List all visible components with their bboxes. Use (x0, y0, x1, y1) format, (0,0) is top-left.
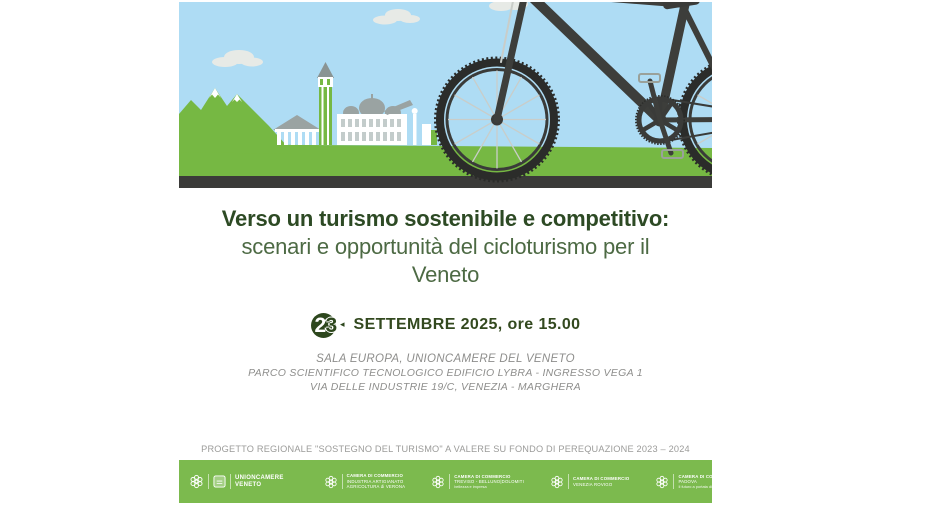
emblem-icon (213, 475, 226, 488)
badge-digit-3: 3 (325, 313, 338, 337)
badge-digit-2: 2 (314, 313, 327, 337)
divider (208, 474, 209, 489)
illustration-canvas (179, 2, 712, 188)
logo-cciaa-verona (324, 473, 406, 489)
rosette-icon (550, 475, 564, 489)
rosette-icon (431, 475, 445, 489)
logo-unioncamere-veneto (189, 474, 284, 489)
logo-label: TREVISO - BELLUNO|DOLOMITI (454, 479, 525, 484)
logo-label: CAMERA DI COMMERCIO (346, 473, 404, 479)
road (179, 176, 712, 188)
logo-cciaa-venezia-rovigo (550, 474, 629, 489)
venue-line-1: SALA EUROPA, UNIONCAMERE DEL VENETO (316, 353, 575, 365)
page-title: Verso un turismo sostenibile e competitivo: (221, 206, 670, 231)
logo-label: Camera di Commercio (779, 471, 830, 477)
divider (568, 474, 569, 489)
subtitle-line-1: scenari e opportunità del cicloturismo per il (241, 234, 650, 259)
divider (449, 474, 450, 489)
logo-label: UNIONCAMERE (235, 474, 284, 481)
logo-label: bellezza e impresa (454, 484, 487, 490)
badge-tick-icon: ◂ (339, 319, 345, 330)
logo-label: PADOVA (678, 479, 697, 484)
logo-label: Il futuro a portata di impresa (678, 484, 727, 490)
rosette-icon (324, 475, 338, 489)
subtitle-line-2: Veneto (411, 262, 480, 287)
swoosh-icon (780, 482, 820, 492)
venue-block (179, 352, 712, 394)
logo-label: CAMERA DI COMMERCIO (454, 473, 511, 479)
logo-label: VENETO (235, 481, 262, 488)
logo-label: AGRICOLTURA di VERONA (346, 484, 406, 490)
logo-cciaa-padova (655, 474, 734, 490)
venue-line-2: PARCO SCIENTIFICO TECNOLOGICO EDIFICIO LYBRA - INGRESSO VEGA 1 (248, 367, 643, 379)
logo-label: CAMERA DI COMMERCIO (573, 476, 630, 482)
header-illustration (179, 2, 712, 188)
divider (673, 474, 674, 489)
logo-cciaa-treviso-belluno (431, 474, 524, 490)
logo-label: INDUSTRIA ARTIGIANATO (346, 478, 404, 484)
logo-label: Vicenza (779, 476, 797, 482)
divider (230, 474, 231, 489)
campanile-tower (317, 62, 334, 145)
logo-bar (179, 460, 830, 503)
rosette-icon (189, 474, 204, 489)
event-poster (179, 2, 830, 503)
event-date-text: SETTEMBRE 2025, ore 15.00 (353, 316, 581, 333)
rosette-icon (655, 475, 669, 489)
project-note: PROGETTO REGIONALE "SOSTEGNO DEL TURISMO" A VALERE SU FONDO DI PEREQUAZIONE 2023 – 2024 (201, 444, 690, 454)
logo-label: VENEZIA ROVIGO (573, 481, 613, 487)
divider (342, 474, 343, 489)
venue-line-3: VIA DELLE INDUSTRIE 19/C, VENEZIA - MARGHERA (310, 381, 581, 393)
ring-emblem-icon (761, 475, 774, 488)
title-block (179, 204, 712, 289)
date-row (179, 311, 712, 339)
logo-cciaa-vicenza (761, 471, 829, 492)
logo-label: CAMERA DI COMMERCIO (678, 473, 735, 479)
date-day-badge (311, 312, 344, 339)
